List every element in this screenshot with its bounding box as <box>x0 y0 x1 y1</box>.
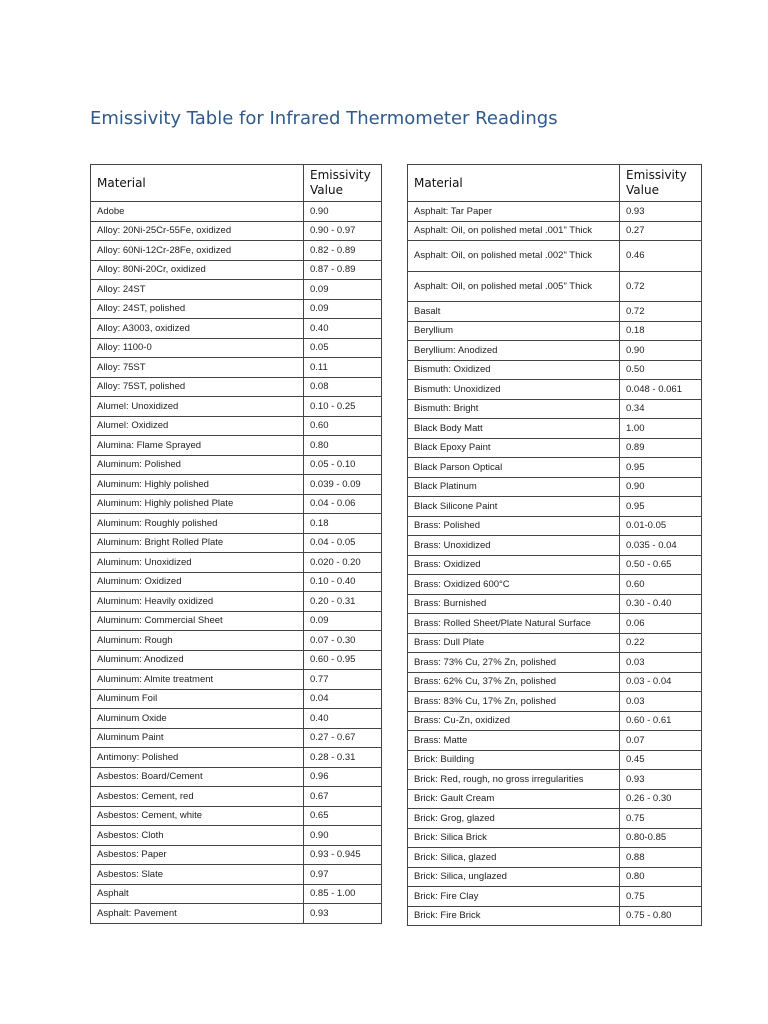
table-row <box>408 419 702 439</box>
material-cell: Adobe <box>91 202 304 222</box>
table-row <box>91 689 382 709</box>
emissivity-value-cell: 0.09 <box>304 280 382 300</box>
emissivity-value-cell: 0.03 <box>620 692 702 712</box>
material-cell: Aluminum: Bright Rolled Plate <box>91 533 304 553</box>
material-cell: Brick: Grog, glazed <box>408 809 620 829</box>
material-cell: Brass: Oxidized 600°C <box>408 575 620 595</box>
table-row <box>408 731 702 751</box>
material-cell: Aluminum: Commercial Sheet <box>91 611 304 631</box>
material-cell: Aluminum: Anodized <box>91 650 304 670</box>
emissivity-value-cell: 0.40 <box>304 319 382 339</box>
emissivity-value-cell: 0.28 - 0.31 <box>304 748 382 768</box>
emissivity-value-cell: 0.05 - 0.10 <box>304 455 382 475</box>
emissivity-value-cell: 0.048 - 0.061 <box>620 380 702 400</box>
emissivity-value-cell: 0.50 <box>620 360 702 380</box>
table-row <box>91 475 382 495</box>
emissivity-value-cell: 0.039 - 0.09 <box>304 475 382 495</box>
table-row <box>408 575 702 595</box>
material-cell: Brass: Cu-Zn, oxidized <box>408 711 620 731</box>
table-row <box>91 904 382 924</box>
material-cell: Alloy: 80Ni-20Cr, oxidized <box>91 260 304 280</box>
material-column-header: Material <box>408 165 620 202</box>
emissivity-value-cell: 0.20 - 0.31 <box>304 592 382 612</box>
emissivity-value-cell: 0.88 <box>620 848 702 868</box>
emissivity-value-cell: 0.93 <box>620 202 702 222</box>
material-cell: Brick: Fire Clay <box>408 887 620 907</box>
table-row <box>91 884 382 904</box>
emissivity-value-cell: 0.10 - 0.40 <box>304 572 382 592</box>
emissivity-value-cell: 1.00 <box>620 419 702 439</box>
material-cell: Brass: Polished <box>408 516 620 536</box>
material-cell: Alumina: Flame Sprayed <box>91 436 304 456</box>
emissivity-value-cell: 0.04 <box>304 689 382 709</box>
emissivity-value-cell: 0.72 <box>620 302 702 322</box>
material-cell: Brass: Dull Plate <box>408 633 620 653</box>
table-row <box>408 360 702 380</box>
material-cell: Alloy: 75ST, polished <box>91 377 304 397</box>
table-row <box>91 299 382 319</box>
emissivity-value-cell: 0.035 - 0.04 <box>620 536 702 556</box>
table-row <box>408 750 702 770</box>
material-cell: Aluminum: Polished <box>91 455 304 475</box>
material-cell: Alloy: A3003, oxidized <box>91 319 304 339</box>
emissivity-value-cell: 0.93 - 0.945 <box>304 845 382 865</box>
material-cell: Bismuth: Oxidized <box>408 360 620 380</box>
emissivity-value-cell: 0.10 - 0.25 <box>304 397 382 417</box>
table-body-right <box>408 202 702 926</box>
table-row <box>91 611 382 631</box>
material-cell: Brick: Fire Brick <box>408 906 620 926</box>
table-row <box>408 241 702 272</box>
emissivity-value-cell: 0.60 <box>620 575 702 595</box>
table-row <box>91 631 382 651</box>
material-cell: Aluminum Paint <box>91 728 304 748</box>
emissivity-value-cell: 0.26 - 0.30 <box>620 789 702 809</box>
table-row <box>408 653 702 673</box>
table-header-row <box>91 165 382 202</box>
material-cell: Alloy: 24ST, polished <box>91 299 304 319</box>
emissivity-value-cell: 0.90 <box>304 202 382 222</box>
emissivity-value-cell: 0.95 <box>620 458 702 478</box>
table-row <box>91 592 382 612</box>
emissivity-value-cell: 0.90 <box>620 341 702 361</box>
material-cell: Brick: Silica, glazed <box>408 848 620 868</box>
material-cell: Brass: 83% Cu, 17% Zn, polished <box>408 692 620 712</box>
emissivity-value-cell: 0.90 - 0.97 <box>304 221 382 241</box>
emissivity-value-cell: 0.93 <box>304 904 382 924</box>
material-cell: Asphalt: Pavement <box>91 904 304 924</box>
material-cell: Bismuth: Bright <box>408 399 620 419</box>
material-cell: Black Body Matt <box>408 419 620 439</box>
emissivity-value-cell: 0.77 <box>304 670 382 690</box>
emissivity-value-cell: 0.60 - 0.61 <box>620 711 702 731</box>
emissivity-value-cell: 0.95 <box>620 497 702 517</box>
material-cell: Aluminum: Heavily oxidized <box>91 592 304 612</box>
emissivity-value-cell: 0.03 <box>620 653 702 673</box>
material-cell: Basalt <box>408 302 620 322</box>
material-cell: Brass: Rolled Sheet/Plate Natural Surface <box>408 614 620 634</box>
emissivity-value-cell: 0.07 <box>620 731 702 751</box>
table-row <box>91 865 382 885</box>
material-cell: Brick: Red, rough, no gross irregularities <box>408 770 620 790</box>
table-row <box>408 536 702 556</box>
table-row <box>91 397 382 417</box>
table-row <box>408 828 702 848</box>
emissivity-value-cell: 0.22 <box>620 633 702 653</box>
emissivity-value-cell: 0.75 <box>620 809 702 829</box>
emissivity-value-cell: 0.07 - 0.30 <box>304 631 382 651</box>
table-row <box>408 399 702 419</box>
material-cell: Asphalt: Oil, on polished metal .002" Thick <box>408 241 620 272</box>
table-row <box>91 377 382 397</box>
emissivity-value-cell: 0.30 - 0.40 <box>620 594 702 614</box>
emissivity-value-cell: 0.34 <box>620 399 702 419</box>
emissivity-value-cell: 0.80-0.85 <box>620 828 702 848</box>
page-title: Emissivity Table for Infrared Thermometer Readings <box>90 108 558 129</box>
emissivity-value-cell: 0.18 <box>304 514 382 534</box>
table-row <box>91 416 382 436</box>
emissivity-column-header: Emissivity Value <box>304 165 382 202</box>
material-cell: Asbestos: Cement, white <box>91 806 304 826</box>
table-row <box>91 845 382 865</box>
table-row <box>91 553 382 573</box>
material-cell: Asphalt: Oil, on polished metal .001" Thick <box>408 221 620 241</box>
material-cell: Brick: Building <box>408 750 620 770</box>
emissivity-value-cell: 0.80 <box>620 867 702 887</box>
material-cell: Alumel: Unoxidized <box>91 397 304 417</box>
material-cell: Asphalt: Oil, on polished metal .005" Thick <box>408 271 620 302</box>
emissivity-value-cell: 0.96 <box>304 767 382 787</box>
table-row <box>91 221 382 241</box>
material-column-header: Material <box>91 165 304 202</box>
material-cell: Beryllium: Anodized <box>408 341 620 361</box>
table-row <box>408 341 702 361</box>
emissivity-value-cell: 0.89 <box>620 438 702 458</box>
emissivity-value-cell: 0.08 <box>304 377 382 397</box>
material-cell: Black Platinum <box>408 477 620 497</box>
table-row <box>408 809 702 829</box>
table-row <box>408 887 702 907</box>
table-row <box>91 494 382 514</box>
material-cell: Alumel: Oxidized <box>91 416 304 436</box>
table-row <box>408 633 702 653</box>
table-body-left <box>91 202 382 924</box>
table-header-row <box>408 165 702 202</box>
emissivity-value-cell: 0.04 - 0.05 <box>304 533 382 553</box>
material-cell: Bismuth: Unoxidized <box>408 380 620 400</box>
table-row <box>91 650 382 670</box>
material-cell: Black Silicone Paint <box>408 497 620 517</box>
table-row <box>91 709 382 729</box>
table-row <box>408 711 702 731</box>
table-row <box>408 497 702 517</box>
emissivity-value-cell: 0.45 <box>620 750 702 770</box>
material-cell: Brick: Gault Cream <box>408 789 620 809</box>
table-row <box>91 748 382 768</box>
material-cell: Brick: Silica Brick <box>408 828 620 848</box>
material-cell: Aluminum: Highly polished Plate <box>91 494 304 514</box>
material-cell: Aluminum: Almite treatment <box>91 670 304 690</box>
material-cell: Brass: Oxidized <box>408 555 620 575</box>
table-row <box>408 380 702 400</box>
material-cell: Asbestos: Cloth <box>91 826 304 846</box>
material-cell: Alloy: 24ST <box>91 280 304 300</box>
emissivity-value-cell: 0.67 <box>304 787 382 807</box>
table-row <box>91 455 382 475</box>
emissivity-value-cell: 0.09 <box>304 299 382 319</box>
emissivity-value-cell: 0.82 - 0.89 <box>304 241 382 261</box>
emissivity-value-cell: 0.40 <box>304 709 382 729</box>
emissivity-value-cell: 0.60 <box>304 416 382 436</box>
table-row <box>91 319 382 339</box>
emissivity-value-cell: 0.18 <box>620 321 702 341</box>
material-cell: Brass: Matte <box>408 731 620 751</box>
emissivity-value-cell: 0.03 - 0.04 <box>620 672 702 692</box>
material-cell: Aluminum: Unoxidized <box>91 553 304 573</box>
table-row <box>91 280 382 300</box>
table-row <box>408 271 702 302</box>
emissivity-table-right <box>407 164 702 926</box>
material-cell: Asbestos: Paper <box>91 845 304 865</box>
table-row <box>408 692 702 712</box>
table-row <box>91 728 382 748</box>
material-cell: Aluminum: Oxidized <box>91 572 304 592</box>
table-row <box>408 906 702 926</box>
emissivity-column-header: Emissivity Value <box>620 165 702 202</box>
emissivity-value-cell: 0.05 <box>304 338 382 358</box>
table-row <box>408 672 702 692</box>
material-cell: Aluminum: Rough <box>91 631 304 651</box>
table-row <box>91 806 382 826</box>
emissivity-value-cell: 0.75 - 0.80 <box>620 906 702 926</box>
table-row <box>91 358 382 378</box>
material-cell: Brass: 62% Cu, 37% Zn, polished <box>408 672 620 692</box>
material-cell: Asbestos: Cement, red <box>91 787 304 807</box>
material-cell: Black Epoxy Paint <box>408 438 620 458</box>
emissivity-value-cell: 0.85 - 1.00 <box>304 884 382 904</box>
material-cell: Asphalt <box>91 884 304 904</box>
table-row <box>91 514 382 534</box>
emissivity-value-cell: 0.72 <box>620 271 702 302</box>
table-row <box>408 302 702 322</box>
emissivity-value-cell: 0.65 <box>304 806 382 826</box>
table-row <box>408 477 702 497</box>
material-cell: Brick: Silica, unglazed <box>408 867 620 887</box>
emissivity-value-cell: 0.020 - 0.20 <box>304 553 382 573</box>
table-row <box>91 436 382 456</box>
material-cell: Aluminum Foil <box>91 689 304 709</box>
material-cell: Beryllium <box>408 321 620 341</box>
emissivity-value-cell: 0.90 <box>620 477 702 497</box>
table-row <box>408 848 702 868</box>
table-row <box>408 867 702 887</box>
table-row <box>91 533 382 553</box>
emissivity-value-cell: 0.80 <box>304 436 382 456</box>
emissivity-value-cell: 0.93 <box>620 770 702 790</box>
emissivity-value-cell: 0.01-0.05 <box>620 516 702 536</box>
table-row <box>91 260 382 280</box>
table-row <box>91 826 382 846</box>
material-cell: Brass: 73% Cu, 27% Zn, polished <box>408 653 620 673</box>
material-cell: Antimony: Polished <box>91 748 304 768</box>
table-row <box>408 789 702 809</box>
emissivity-value-cell: 0.90 <box>304 826 382 846</box>
material-cell: Brass: Unoxidized <box>408 536 620 556</box>
table-row <box>408 202 702 222</box>
emissivity-value-cell: 0.46 <box>620 241 702 272</box>
material-cell: Aluminum: Roughly polished <box>91 514 304 534</box>
table-row <box>91 670 382 690</box>
emissivity-value-cell: 0.27 <box>620 221 702 241</box>
table-row <box>408 321 702 341</box>
table-row <box>408 555 702 575</box>
material-cell: Asbestos: Slate <box>91 865 304 885</box>
emissivity-value-cell: 0.50 - 0.65 <box>620 555 702 575</box>
table-row <box>408 516 702 536</box>
table-row <box>408 614 702 634</box>
emissivity-value-cell: 0.11 <box>304 358 382 378</box>
emissivity-value-cell: 0.97 <box>304 865 382 885</box>
table-row <box>91 338 382 358</box>
material-cell: Alloy: 20Ni-25Cr-55Fe, oxidized <box>91 221 304 241</box>
emissivity-table-left <box>90 164 382 924</box>
table-row <box>408 594 702 614</box>
table-row <box>408 770 702 790</box>
table-row <box>91 767 382 787</box>
material-cell: Aluminum: Highly polished <box>91 475 304 495</box>
material-cell: Alloy: 1100-0 <box>91 338 304 358</box>
material-cell: Aluminum Oxide <box>91 709 304 729</box>
emissivity-value-cell: 0.09 <box>304 611 382 631</box>
material-cell: Asphalt: Tar Paper <box>408 202 620 222</box>
emissivity-value-cell: 0.87 - 0.89 <box>304 260 382 280</box>
emissivity-value-cell: 0.04 - 0.06 <box>304 494 382 514</box>
material-cell: Alloy: 75ST <box>91 358 304 378</box>
table-row <box>91 572 382 592</box>
material-cell: Brass: Burnished <box>408 594 620 614</box>
table-row <box>408 221 702 241</box>
table-row <box>91 241 382 261</box>
emissivity-value-cell: 0.75 <box>620 887 702 907</box>
material-cell: Asbestos: Board/Cement <box>91 767 304 787</box>
material-cell: Black Parson Optical <box>408 458 620 478</box>
table-row <box>408 438 702 458</box>
table-row <box>408 458 702 478</box>
emissivity-value-cell: 0.60 - 0.95 <box>304 650 382 670</box>
table-row <box>91 202 382 222</box>
table-row <box>91 787 382 807</box>
material-cell: Alloy: 60Ni-12Cr-28Fe, oxidized <box>91 241 304 261</box>
emissivity-value-cell: 0.06 <box>620 614 702 634</box>
emissivity-value-cell: 0.27 - 0.67 <box>304 728 382 748</box>
